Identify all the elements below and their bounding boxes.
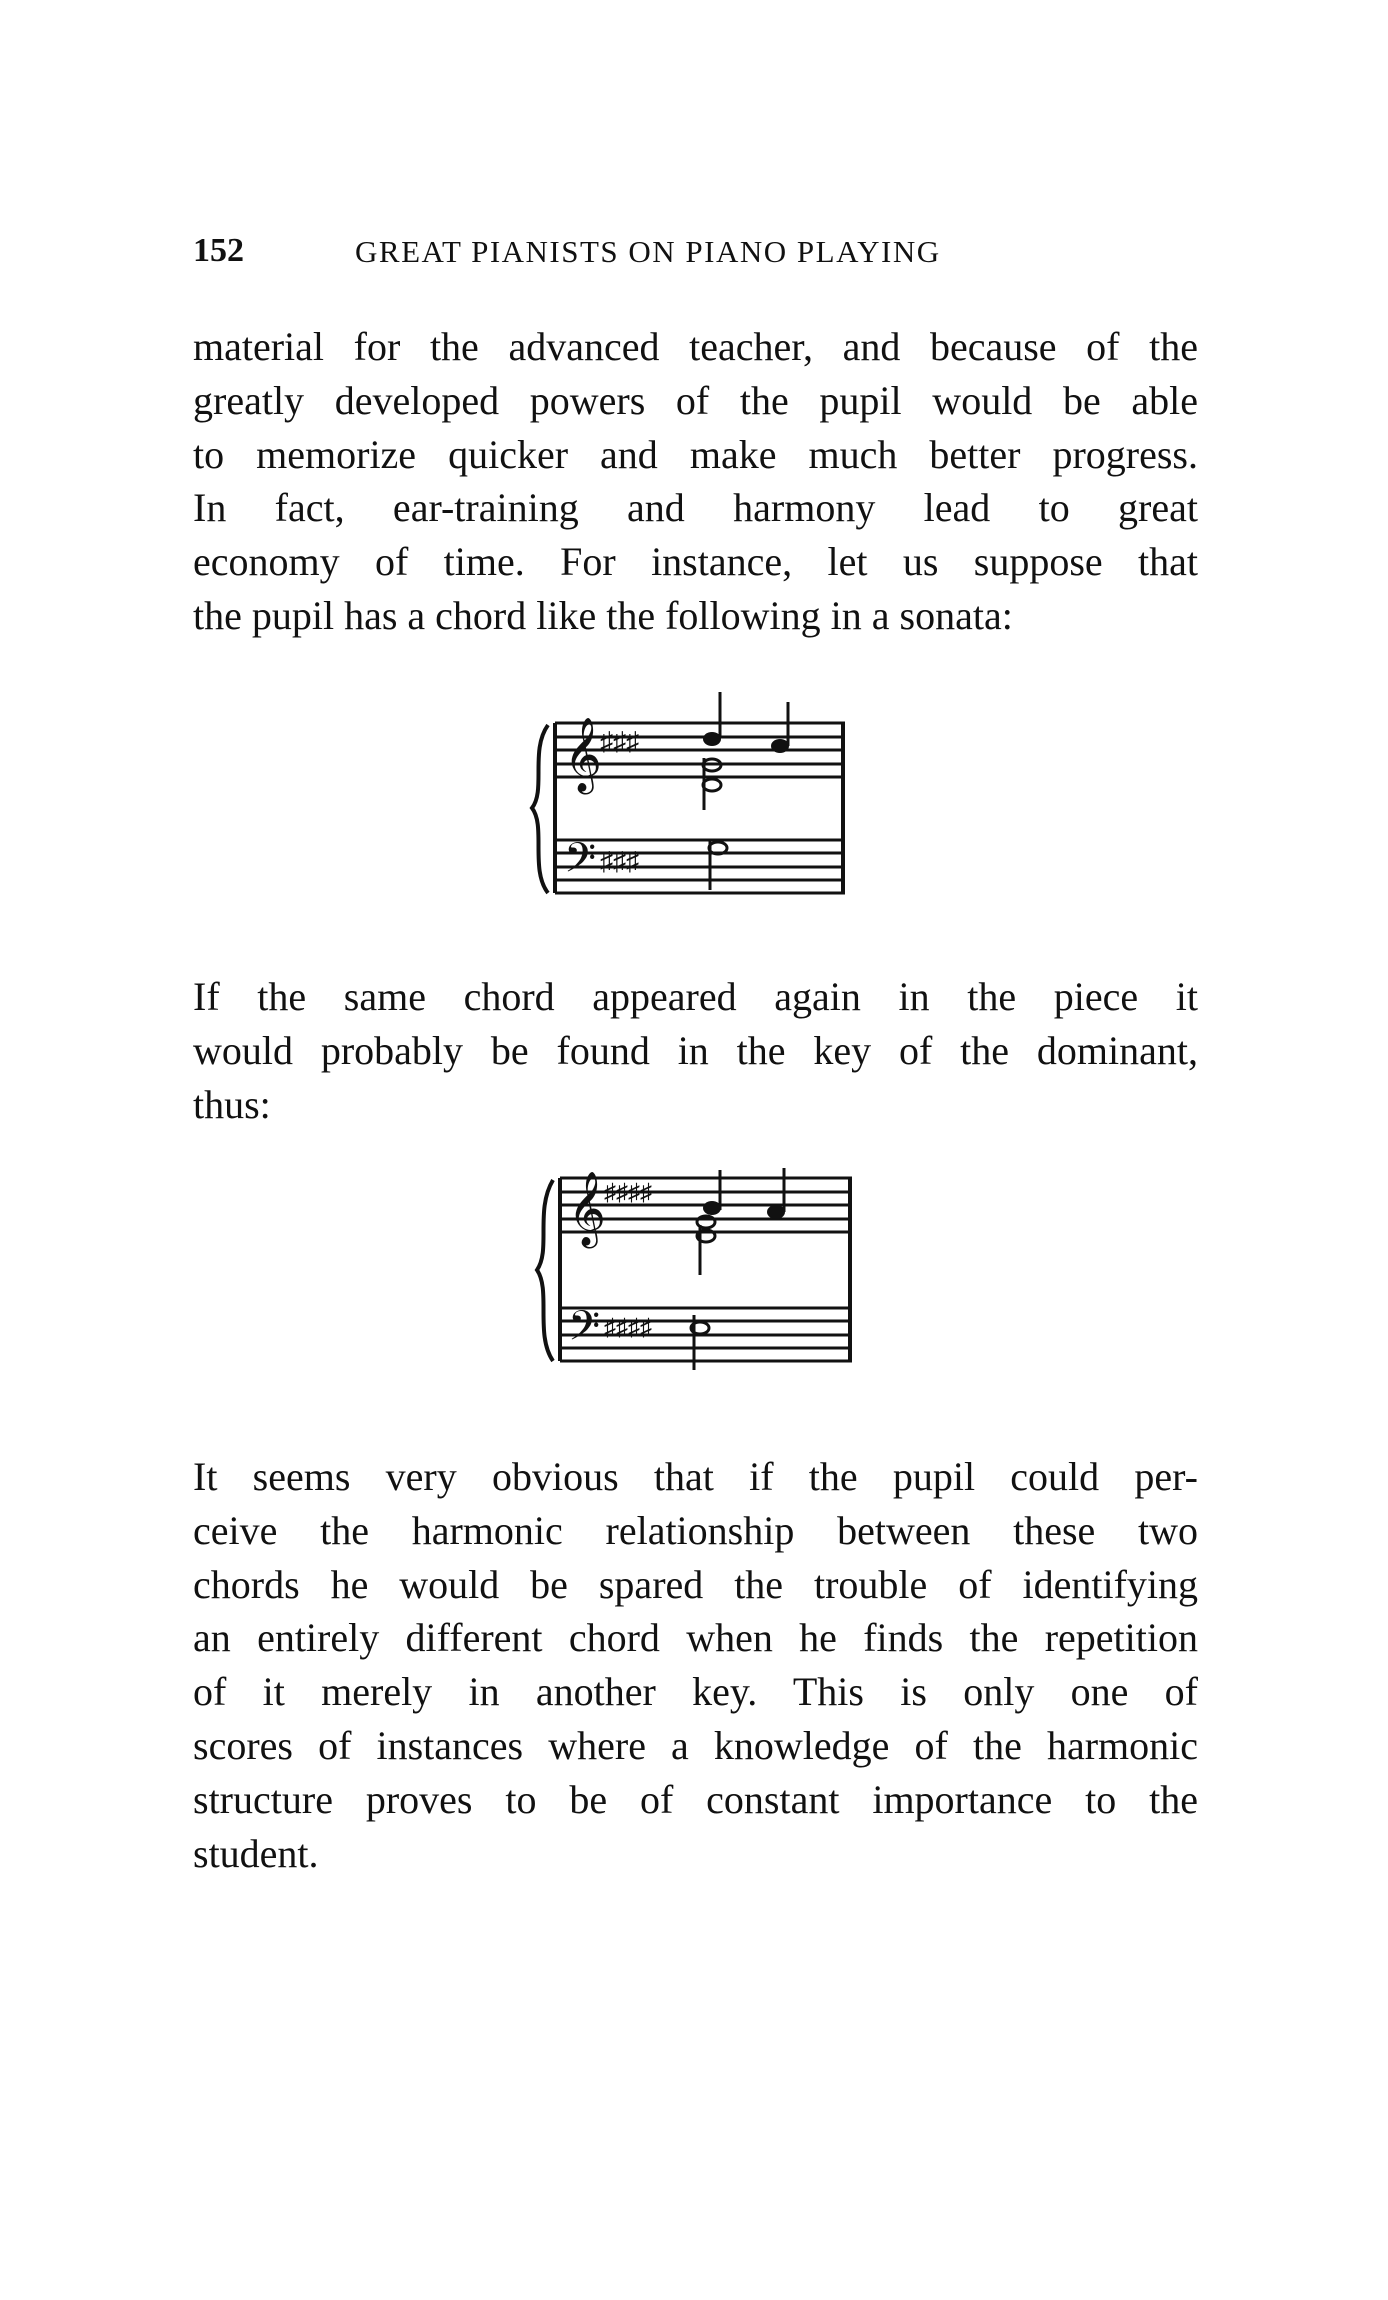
text-line: ceive the harmonic relationship between these two [193,1507,1198,1553]
text-line: thus: [193,1081,271,1127]
text-line: of it merely in another key. This is only one of [193,1669,1198,1715]
text-line: economy of time. For instance, let us suppose that [193,539,1198,585]
sharp-icon: ♯♯♯ [600,847,639,876]
text-line: student. [193,1830,319,1876]
text-line: scores of instances where a knowledge of the harmonic [193,1722,1198,1768]
music-example-2 [520,1150,860,1380]
paragraph-1 [193,320,1198,643]
sharp-icon: ♯♯♯♯ [604,1315,652,1341]
text-line: the pupil has a chord like the following in a sonata: [193,592,1013,638]
text-line: greatly developed powers of the pupil would be able [193,377,1198,423]
text-line: to memorize quicker and make much better progress. [193,431,1198,477]
text-line: structure proves to be of constant importance to the [193,1776,1198,1822]
brace [532,725,548,893]
paragraph-2 [193,970,1198,1131]
bass-staff [555,840,845,893]
treble-clef-icon: 𝄞 [568,1173,606,1244]
paragraph-3 [193,1450,1198,1880]
running-title: GREAT PIANISTS ON PIANO PLAYING [355,234,941,269]
bass-clef-icon: 𝄢 [568,1303,601,1359]
text-line: If the same chord appeared again in the piece it [193,974,1198,1019]
page-number: 152 [193,232,244,269]
notes [691,1201,785,1334]
music-example-1 [520,680,860,910]
text-line: would probably be found in the key of the dominant, [193,1027,1198,1073]
bass-clef-icon: 𝄢 [564,835,597,891]
sharp-icon: ♯♯♯ [600,727,639,756]
text-line: material for the advanced teacher, and because of the [193,324,1198,369]
text-line: In fact, ear-training and harmony lead to great [193,485,1198,531]
text-line: It seems very obvious that if the pupil could per- [193,1454,1198,1499]
treble-clef-icon: 𝄞 [564,719,602,790]
text-line: chords he would be spared the trouble of identifying [193,1561,1198,1607]
text-line: an entirely different chord when he finds the repetition [193,1615,1198,1661]
brace [537,1180,553,1361]
sharp-icon: ♯♯♯♯ [604,1180,652,1206]
